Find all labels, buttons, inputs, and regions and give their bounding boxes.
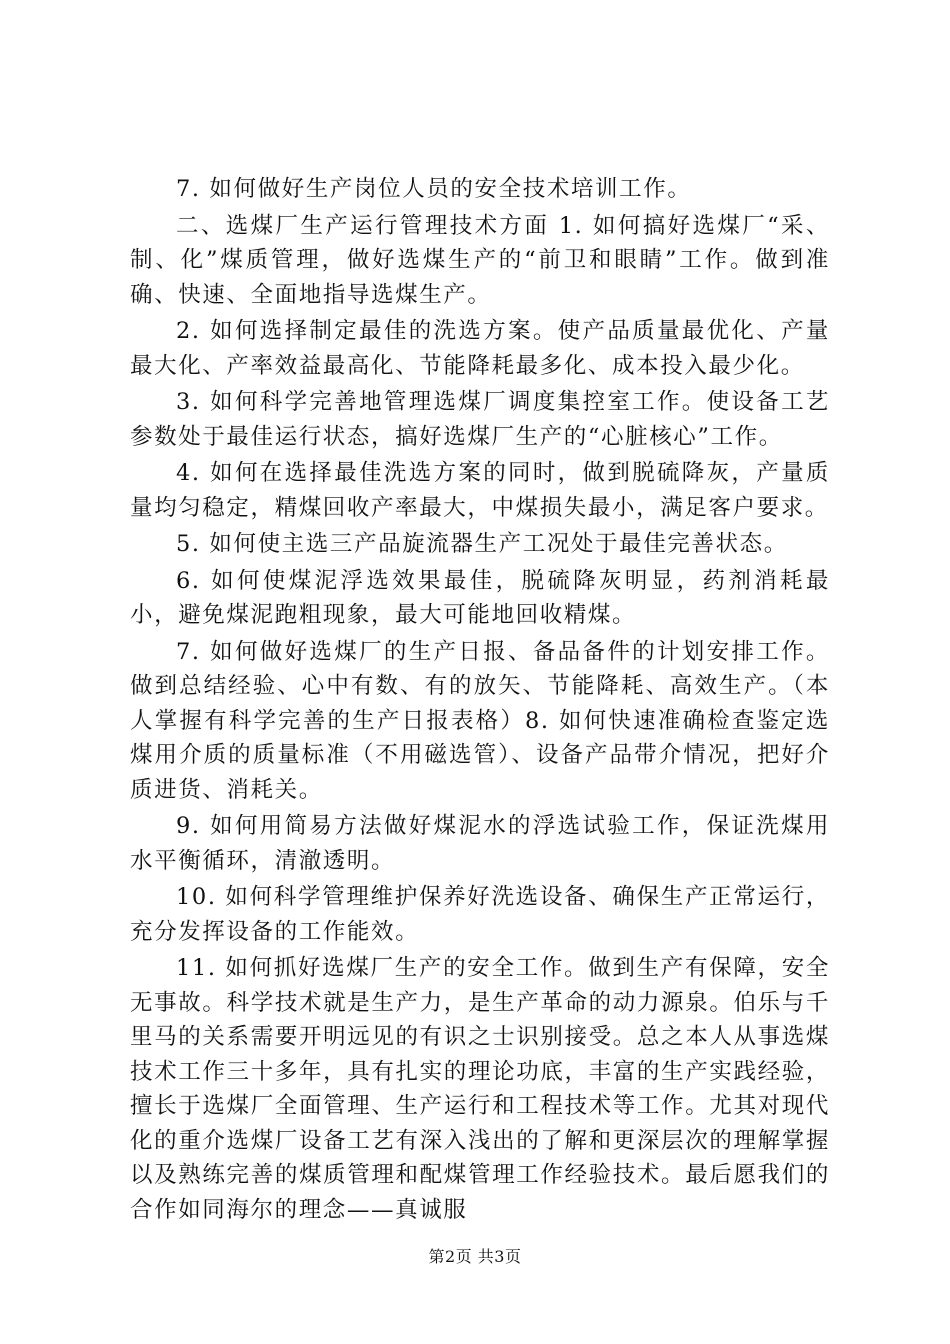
- page-number: 第2页 共3页: [428, 1247, 522, 1266]
- paragraph: 7. 如何做好生产岗位人员的安全技术培训工作。: [176, 176, 692, 202]
- paragraph: 5. 如何使主选三产品旋流器生产工况处于最佳完善状态。: [176, 531, 788, 557]
- page-footer: [0, 1244, 950, 1267]
- paragraph: 9. 如何用简易方法做好煤泥水的浮选试验工作，保证洗煤用水平衡循环，清澈透明。: [130, 813, 830, 874]
- paragraph: 4. 如何在选择最佳洗选方案的同时，做到脱硫降灰，产量质量均匀稳定，精煤回收产率最大，中煤损失最小，满足客户要求。: [130, 460, 830, 521]
- paragraph: 3. 如何科学完善地管理选煤厂调度集控室工作。使设备工艺参数处于最佳运行状态，搞好选煤厂生产的“心脏核心”工作。: [130, 389, 830, 450]
- paragraph: 2. 如何选择制定最佳的洗选方案。使产品质量最优化、产量最大化、产率效益最高化、节能降耗最多化、成本投入最少化。: [130, 318, 830, 379]
- document-body: [130, 172, 830, 1229]
- paragraph: 6. 如何使煤泥浮选效果最佳，脱硫降灰明显，药剂消耗最小，避免煤泥跑粗现象，最大可能地回收精煤。: [130, 567, 830, 628]
- paragraph: 二、选煤厂生产运行管理技术方面 1. 如何搞好选煤厂“采、制、化”煤质管理，做好选煤生产的“前卫和眼睛”工作。做到准确、快速、全面地指导选煤生产。: [130, 212, 830, 308]
- paragraph: 7. 如何做好选煤厂的生产日报、备品备件的计划安排工作。做到总结经验、心中有数、有的放矢、节能降耗、高效生产。（本人掌握有科学完善的生产日报表格）8. 如何快速准确检查鉴定选煤用介质的质量标准（不用磁选管）、设备产品带介情况，把好介质进货、消耗关。: [130, 638, 830, 803]
- paragraph: 10. 如何科学管理维护保养好洗选设备、确保生产正常运行，充分发挥设备的工作能效。: [130, 884, 830, 945]
- paragraph: 11. 如何抓好选煤厂生产的安全工作。做到生产有保障，安全无事故。科学技术就是生产力，是生产革命的动力源泉。伯乐与千里马的关系需要开明远见的有识之士识别接受。总之本人从事选煤技术工作三十多年，具有扎实的理论功底，丰富的生产实践经验，擅长于选煤厂全面管理、生产运行和工程技术等工作。尤其对现代化的重介选煤厂设备工艺有深入浅出的了解和更深层次的理解掌握以及熟练完善的煤质管理和配煤管理工作经验技术。最后愿我们的合作如同海尔的理念——真诚服: [130, 955, 830, 1223]
